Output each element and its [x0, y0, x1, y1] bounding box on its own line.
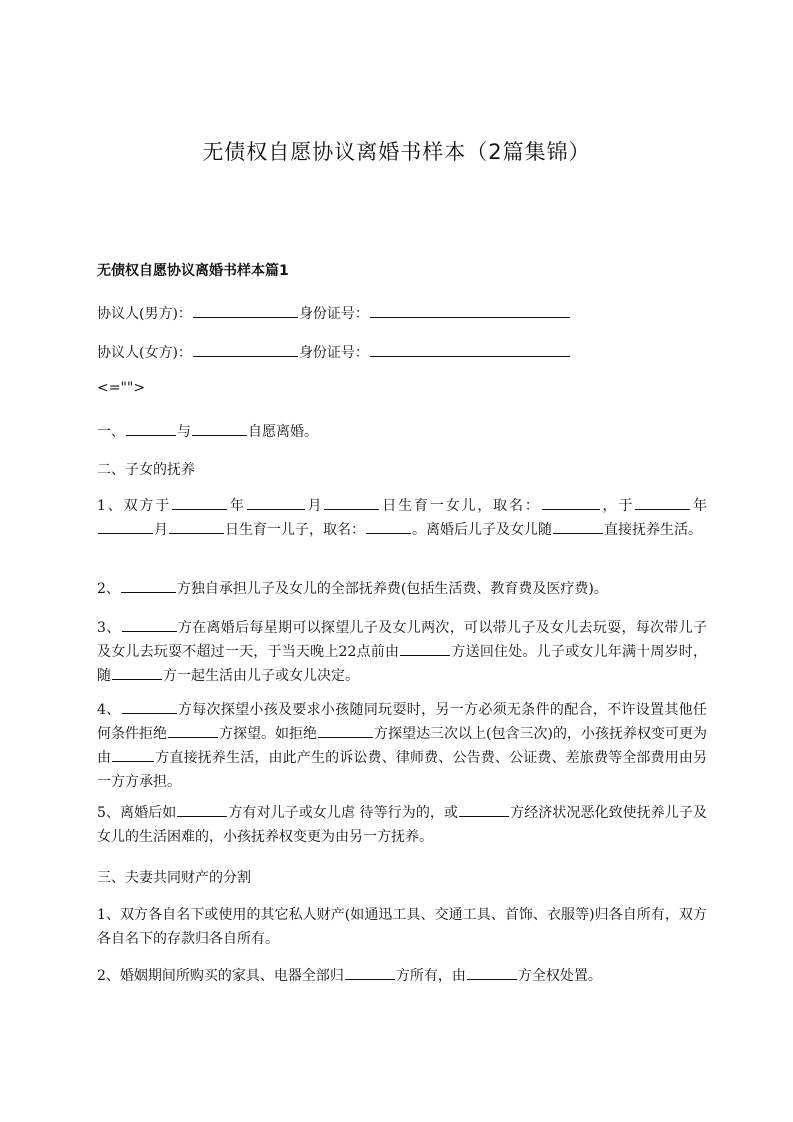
blank-field — [467, 965, 517, 980]
clause-text: 一、 — [97, 424, 125, 440]
paragraph-2-4 — [97, 698, 707, 794]
party-female-label: 协议人(女方)： — [97, 345, 192, 361]
para-text: 2、婚姻期间所购买的家具、电器全部归 — [97, 968, 344, 984]
blank-field — [345, 965, 395, 980]
paragraph-2-3 — [97, 616, 707, 688]
blank-field — [177, 802, 227, 817]
document-title: 无债权自愿协议离婚书样本（2篇集锦） — [202, 140, 591, 164]
para-text: 方每次探望小孩及要求小孩随同玩耍时，另一方必须无条件的配合，不许设置其他任何条件拒绝 — [97, 702, 707, 742]
para-text: 方探望达三次以上(包含三次)的，小孩抚养权变可更为由 — [97, 726, 707, 766]
para-text: 日生育一儿子，取名： — [225, 522, 365, 538]
clause-text: 与 — [177, 424, 191, 440]
para-text: 5、离婚后如 — [97, 805, 177, 821]
para-text: 1、双方于 — [97, 498, 172, 514]
para-text: 3、 — [97, 620, 121, 636]
blank-field — [193, 303, 298, 318]
blank-field — [324, 495, 379, 510]
party-male-line — [97, 302, 571, 326]
para-text: 日生育一女儿，取名： — [380, 498, 541, 514]
para-text: 方独自承担儿子及女儿的全部抚养费(包括生活费、教育费及医疗费)。 — [176, 581, 608, 597]
para-text: 方经济状况恶化致使抚养儿子及女儿的生活困难的，小孩抚养权变更为由另一方抚养。 — [97, 805, 707, 845]
blank-field — [192, 421, 247, 436]
id-label: 身份证号： — [298, 345, 369, 361]
section-3-heading: 三、夫妻共同财产的分割 — [97, 870, 251, 886]
blank-field — [193, 342, 298, 357]
para-text: 方送回住处。儿子或女儿年满十周岁时，随 — [97, 644, 707, 684]
blank-field — [635, 495, 690, 510]
party-male-label: 协议人(男方)： — [97, 306, 192, 322]
para-text: 直接抚养生活。 — [604, 522, 702, 538]
para-text: ，于 — [600, 498, 635, 514]
paragraph-3-2 — [97, 964, 707, 988]
blank-field — [553, 519, 603, 534]
paragraph-2-1 — [97, 494, 707, 542]
paragraph-3-1: 1、双方各自名下或使用的其它私人财产(如通迅工具、交通工具、首饰、衣服等)归各自所有，双方各自名下的存款归各自所有。 — [97, 907, 707, 947]
blank-field — [98, 519, 153, 534]
blank-field — [366, 519, 411, 534]
para-text: 2、 — [97, 581, 120, 597]
paragraph-2-5 — [97, 801, 707, 849]
para-text: 方直接抚养生活，由此产生的诉讼费、律师费、公告费、公证费、差旅费等全部费用由另一方方承担。 — [97, 750, 708, 790]
section-2-heading: 二、子女的抚养 — [97, 462, 195, 478]
para-text: 方全权处置。 — [517, 968, 602, 984]
blank-field — [459, 802, 509, 817]
para-text: 方探望。如拒绝 — [219, 726, 318, 742]
clause-text: 自愿离婚。 — [248, 424, 318, 440]
para-text: 年 — [228, 498, 246, 514]
para-text: 4、 — [97, 702, 121, 718]
para-text: 月 — [305, 498, 324, 514]
para-text: 方一起生活由儿子或女儿决定。 — [163, 668, 359, 684]
section-subtitle: 无债权自愿协议离婚书样本篇1 — [97, 263, 289, 279]
para-text: 年 — [691, 498, 708, 514]
para-text: 方有对儿子或女儿虐 待等行为的，或 — [228, 805, 459, 821]
blank-field — [370, 303, 570, 318]
para-text: 方在离婚后每星期可以探望儿子及女儿两次，可以带儿子及女儿去玩耍，每次带儿子及女儿去玩耍不超过一天，于当天晚上22点前由 — [97, 620, 707, 660]
blank-field — [247, 495, 305, 510]
stray-markup-text: <=""> — [97, 380, 146, 396]
blank-field — [121, 578, 176, 593]
blank-field — [169, 519, 224, 534]
blank-field — [318, 723, 373, 738]
blank-field — [172, 495, 227, 510]
blank-field — [168, 723, 218, 738]
blank-field — [122, 699, 177, 714]
blank-field — [112, 747, 154, 762]
party-female-line — [97, 341, 571, 365]
blank-field — [126, 421, 176, 436]
clause-1 — [97, 420, 318, 444]
blank-field — [400, 641, 450, 656]
blank-field — [112, 665, 162, 680]
blank-field — [370, 342, 570, 357]
para-text: 月 — [154, 522, 168, 538]
blank-field — [542, 495, 600, 510]
id-label: 身份证号： — [298, 306, 369, 322]
para-text: 方所有，由 — [395, 968, 466, 984]
blank-field — [122, 617, 177, 632]
para-text: 。离婚后儿子及女儿随 — [412, 522, 552, 538]
paragraph-2-2 — [97, 577, 707, 601]
